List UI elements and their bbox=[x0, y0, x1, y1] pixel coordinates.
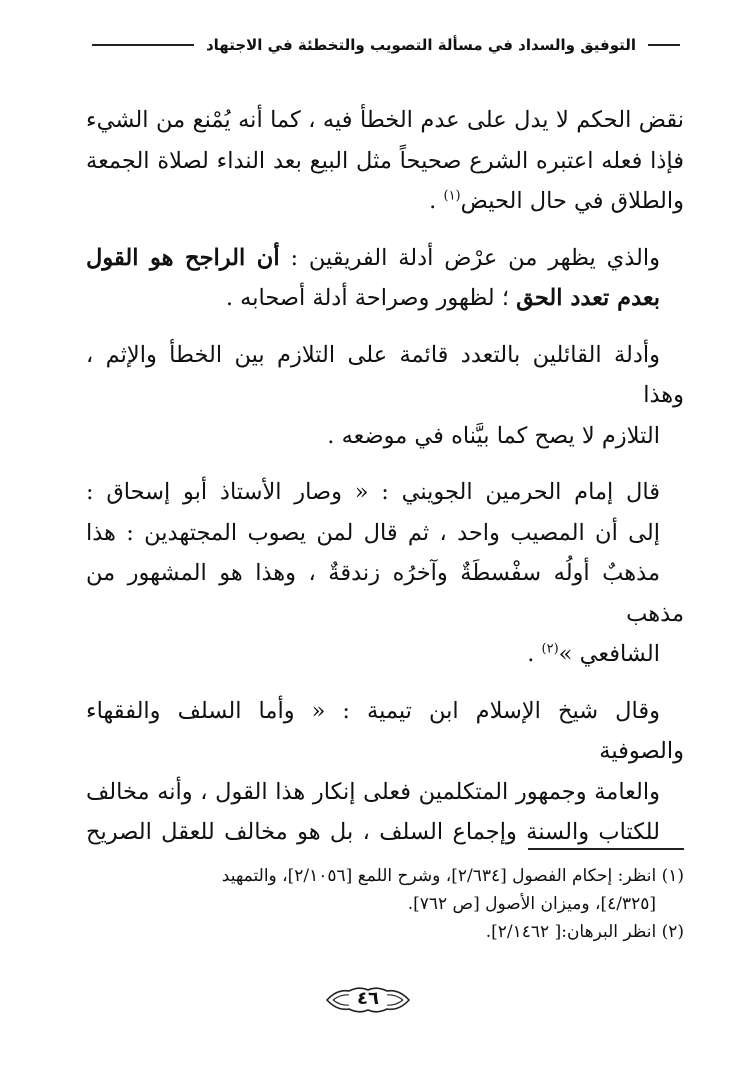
paragraph-4-line-3: مذهبٌ أولُه سفْسطَةٌ وآخرُه زندقةٌ ، وهذا هو المشهور من مذهب bbox=[86, 560, 684, 627]
paragraph-4-line-4-text: الشافعي » bbox=[558, 641, 660, 667]
page-number: ٤٦ bbox=[357, 988, 379, 1009]
footnote-1-line-2: [٤/٣٢٥]، وميزان الأصول [ص ٧٦٢]. bbox=[407, 894, 656, 914]
footnote-separator bbox=[528, 848, 684, 850]
header-rule-right bbox=[648, 44, 680, 46]
paragraph-5-line-2: والعامة وجمهور المتكلمين فعلى إنكار هذا القول ، وأنه مخالف bbox=[86, 778, 660, 805]
paragraph-4-end: . bbox=[527, 641, 542, 667]
paragraph-1-line-2: فإذا فعله اعتبره الشرع صحيحاً مثل البيع بعد النداء لصلاة الجمعة bbox=[86, 147, 684, 174]
paragraph-2-line-1 bbox=[86, 238, 684, 279]
paragraph-4-line-2: إلى أن المصيب واحد ، ثم قال لمن يصوب المجتهدين : هذا bbox=[86, 519, 660, 546]
paragraph-5-line-3: للكتاب والسنة وإجماع السلف ، بل هو مخالف للعقل الصريح bbox=[86, 819, 660, 845]
paragraph-2-line-2 bbox=[86, 278, 684, 319]
footnote-ref-1[interactable]: (١) bbox=[443, 188, 461, 204]
paragraph-5-line-1: وقال شيخ الإسلام ابن تيمية : « وأما السلف والفقهاء والصوفية bbox=[86, 697, 684, 764]
header-rule-left bbox=[92, 44, 194, 46]
main-text bbox=[86, 100, 684, 869]
paragraph-4 bbox=[86, 472, 684, 675]
paragraph-3-line-2: التلازم لا يصح كما بيَّناه في موضعه . bbox=[327, 422, 660, 449]
paragraph-1-line-3-text: والطلاق في حال الحيض bbox=[460, 188, 684, 214]
paragraph-4-line-1: قال إمام الحرمين الجويني : « وصار الأستاذ أبو إسحاق : bbox=[86, 479, 660, 505]
paragraph-1-line-3 bbox=[86, 181, 684, 222]
paragraph-1-line-1: نقض الحكم لا يدل على عدم الخطأ فيه ، كما أنه يُمْنع من الشيء bbox=[86, 107, 684, 133]
paragraph-5 bbox=[86, 691, 684, 853]
paragraph-2-conclusion-part-1: أن الراجح هو القول bbox=[86, 244, 280, 271]
paragraph-3-line-1: وأدلة القائلين بالتعدد قائمة على التلازم بين الخطأ والإثم ، وهذا bbox=[86, 341, 684, 408]
paragraph-2 bbox=[86, 238, 684, 319]
page-number-ornament bbox=[323, 985, 413, 1015]
footnotes bbox=[80, 862, 684, 946]
footnote-1-line-1: (١) انظر: إحكام الفصول [٢/٦٣٤]، وشرح اللمع [٢/١٠٥٦]، والتمهيد bbox=[221, 866, 684, 886]
paragraph-4-line-4 bbox=[86, 634, 684, 675]
paragraph-2-conclusion-part-2: بعدم تعدد الحق bbox=[516, 285, 660, 311]
paragraph-1-end: . bbox=[429, 188, 444, 214]
page-footer bbox=[0, 982, 736, 1018]
paragraph-3 bbox=[86, 335, 684, 457]
paragraph-2-line-2-text: ؛ لظهور وصراحة أدلة أصحابه . bbox=[225, 285, 517, 311]
running-title: التوفيق والسداد في مسألة التصويب والتخطئة في الاجتهاد bbox=[205, 36, 636, 54]
paragraph-2-line-1-text: والذي يظهر من عرْض أدلة الفريقين : bbox=[279, 244, 660, 271]
running-header bbox=[92, 30, 680, 60]
footnote-2: (٢) انظر البرهان:[ ٢/١٤٦٢]. bbox=[485, 922, 684, 942]
footnote-ref-2[interactable]: (٢) bbox=[541, 641, 559, 657]
paragraph-1 bbox=[86, 100, 684, 222]
